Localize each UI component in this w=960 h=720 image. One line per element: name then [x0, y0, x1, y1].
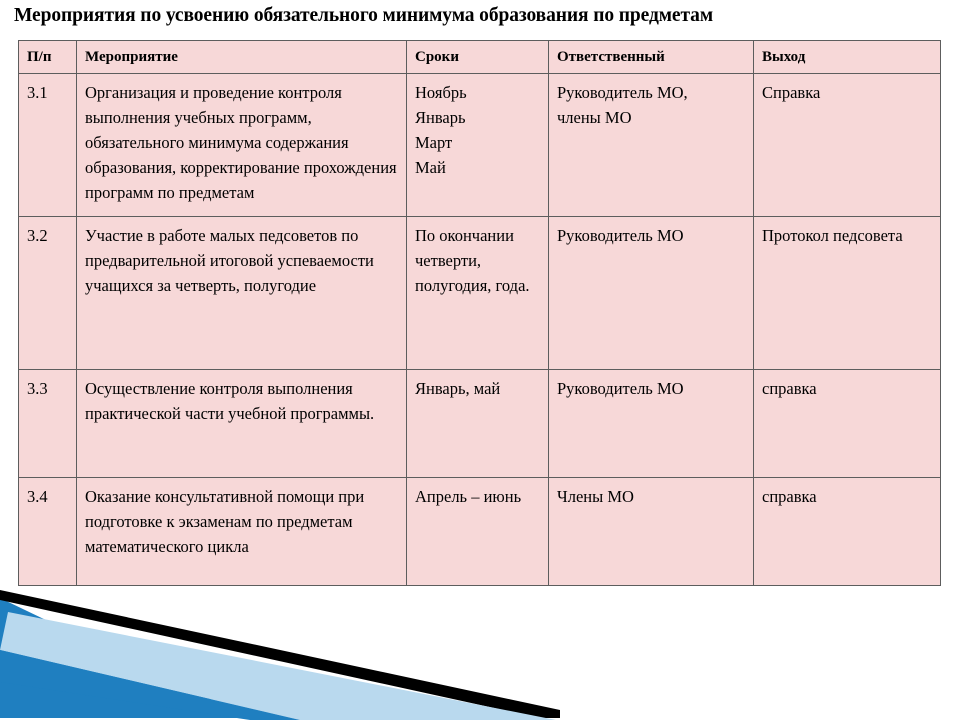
decorative-ribbon	[0, 590, 560, 720]
column-header-number: П/п	[19, 41, 77, 74]
cell-number: 3.3	[19, 370, 77, 478]
cell-terms	[407, 370, 549, 478]
responsible-item: Руководитель МО	[557, 379, 684, 398]
activities-table	[18, 40, 941, 586]
table-row	[19, 370, 941, 478]
cell-output: справка	[754, 478, 941, 586]
cell-output: Справка	[754, 74, 941, 217]
responsible-item: Члены МО	[557, 487, 634, 506]
cell-responsible	[549, 217, 754, 370]
cell-event: Организация и проведение контроля выполнения учебных программ, обязательного минимума содержания образования, корректирование прохождения программ по предметам	[77, 74, 407, 217]
cell-event: Оказание консультативной помощи при подготовке к экзаменам по предметам математического цикла	[77, 478, 407, 586]
cell-terms	[407, 74, 549, 217]
table-row	[19, 74, 941, 217]
term-item: Январь, май	[415, 379, 501, 398]
cell-terms	[407, 217, 549, 370]
term-item: Март	[415, 133, 453, 152]
cell-number: 3.4	[19, 478, 77, 586]
cell-responsible	[549, 74, 754, 217]
term-item: Апрель – июнь	[415, 487, 522, 506]
responsible-item: члены МО	[557, 108, 632, 127]
table-header	[19, 41, 941, 74]
column-header-terms: Сроки	[407, 41, 549, 74]
cell-number: 3.1	[19, 74, 77, 217]
cell-responsible	[549, 370, 754, 478]
table-header-row	[19, 41, 941, 74]
responsible-item: Руководитель МО,	[557, 83, 688, 102]
cell-event: Осуществление контроля выполнения практической части учебной программы.	[77, 370, 407, 478]
cell-terms	[407, 478, 549, 586]
cell-number: 3.2	[19, 217, 77, 370]
term-item: Ноябрь	[415, 83, 467, 102]
responsible-item: Руководитель МО	[557, 226, 684, 245]
cell-responsible	[549, 478, 754, 586]
column-header-responsible: Ответственный	[549, 41, 754, 74]
term-item: Январь	[415, 108, 466, 127]
column-header-output: Выход	[754, 41, 941, 74]
cell-output: справка	[754, 370, 941, 478]
cell-event: Участие в работе малых педсоветов по предварительной итоговой успеваемости учащихся за четверть, полугодие	[77, 217, 407, 370]
table-row	[19, 478, 941, 586]
table-row	[19, 217, 941, 370]
cell-output: Протокол педсовета	[754, 217, 941, 370]
term-item: По окончании четверти, полугодия, года.	[415, 226, 530, 295]
table-body	[19, 74, 941, 586]
page-title: Мероприятия по усвоению обязательного минимума образования по предметам	[14, 5, 714, 26]
term-item: Май	[415, 158, 446, 177]
column-header-event: Мероприятие	[77, 41, 407, 74]
table-container	[18, 40, 940, 586]
